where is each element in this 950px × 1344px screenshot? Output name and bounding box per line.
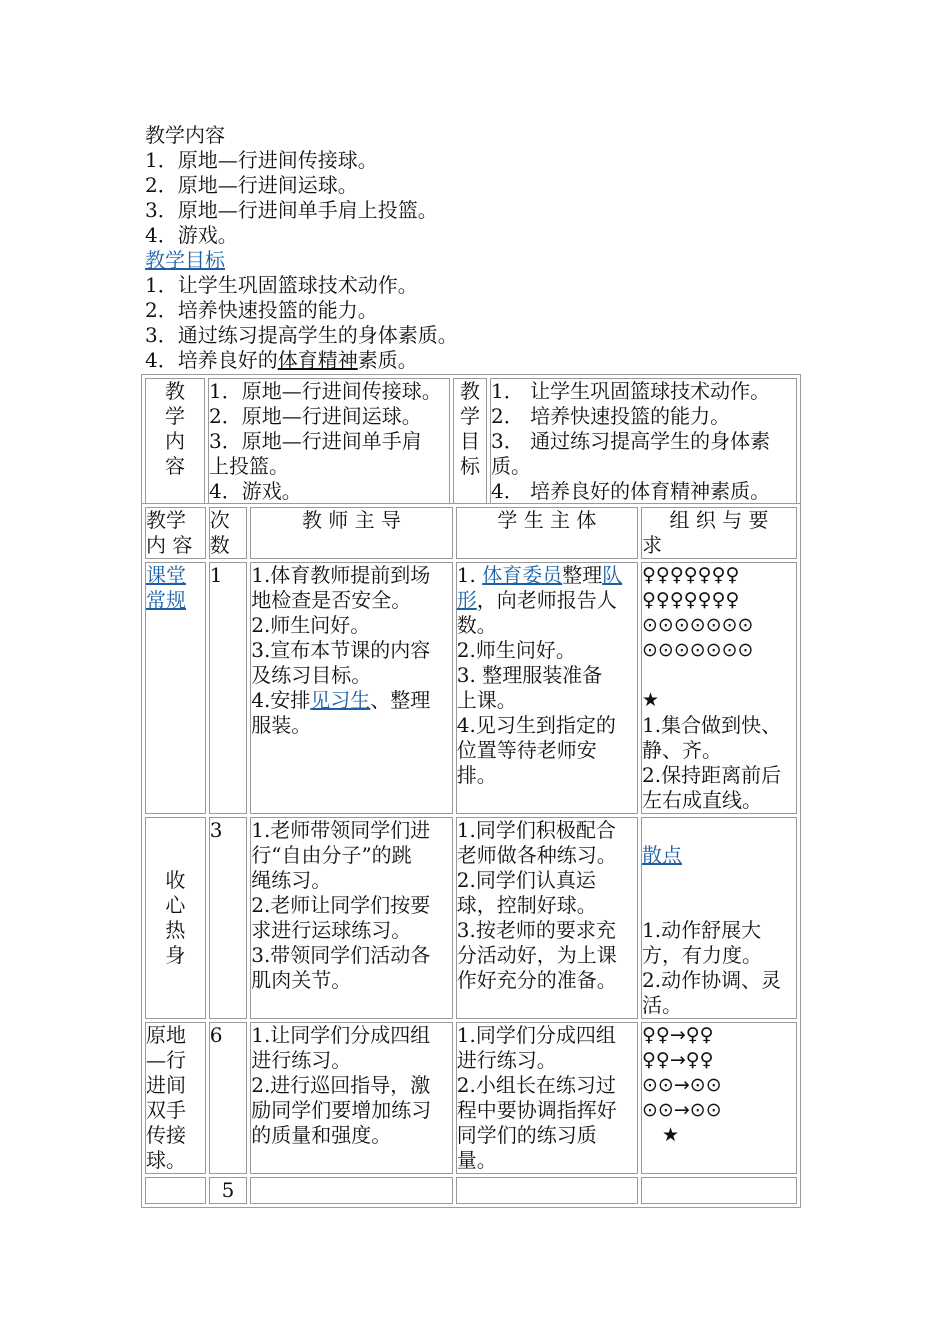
org-cell (641, 1022, 797, 1174)
times-cell: 1 (209, 562, 247, 814)
student-line: 同学们的练习质 (456, 1123, 597, 1147)
spacer (642, 663, 796, 688)
goal-label-cell (453, 378, 487, 505)
summary-table (141, 374, 801, 509)
label-char: 内 (165, 429, 185, 453)
student-line: 1.同学们积极配合 (456, 818, 616, 842)
content-line: 球。 (146, 1148, 186, 1172)
content-cell (145, 817, 206, 1019)
content-item: 1．原地—行进间传接球。 (145, 148, 378, 172)
header-text: 求 (642, 533, 663, 557)
content-line: 1．原地—行进间传接球。 (209, 379, 442, 403)
student-line: 位置等待老师安 (456, 738, 597, 762)
content-cell (145, 1022, 206, 1174)
routine-link[interactable]: 课堂 (146, 563, 186, 587)
content-list-cell (208, 378, 450, 505)
org-line: 1.动作舒展大 (642, 918, 762, 942)
table-row (145, 1022, 797, 1174)
label-char: 目 (460, 429, 480, 453)
sports-spirit-link[interactable]: 体育精神 (277, 348, 358, 372)
goal-item (145, 348, 458, 373)
content-char: 身 (165, 943, 186, 967)
goal-line: 质。 (491, 454, 531, 478)
header-text: 组 织 与 要 (669, 508, 769, 532)
org-line: 1.集合做到快、 (642, 713, 782, 737)
content-char: 心 (165, 893, 186, 917)
lesson-plan-table (141, 503, 801, 1208)
student-line: 上课。 (456, 688, 517, 712)
goal-item: 1．让学生巩固篮球技术动作。 (145, 273, 418, 297)
content-item: 4．游戏。 (145, 223, 238, 247)
goal-item-text: 素质。 (357, 348, 418, 372)
teacher-star-icon: ★ (642, 689, 660, 711)
student-cell (456, 562, 638, 814)
content-line: —行 (146, 1048, 186, 1072)
teacher-line: 2.老师让同学们按要 (251, 893, 431, 917)
formation-symbols: ⊙⊙⊙⊙⊙⊙⊙ (642, 614, 754, 636)
student-line: 2.小组长在练习过 (456, 1073, 616, 1097)
routine-link[interactable]: 常规 (146, 588, 186, 612)
teacher-line: 肌肉关节。 (251, 968, 352, 992)
header-student: 学 生 主 体 (456, 507, 638, 559)
formation-symbols: ⊙⊙→⊙⊙ (642, 1074, 722, 1096)
student-line (457, 563, 637, 588)
teacher-line: 进行练习。 (251, 1048, 352, 1072)
teacher-line: 地检查是否安全。 (251, 588, 412, 612)
goal-line: 1． 让学生巩固篮球技术动作。 (491, 379, 771, 403)
teacher-line: 1.体育教师提前到场 (251, 563, 431, 587)
teacher-line: 1.老师带领同学们进 (251, 818, 431, 842)
header-row (145, 507, 797, 559)
content-line: 双手 (146, 1098, 186, 1122)
spacer (642, 818, 796, 843)
student-line: 分活动好，为上课 (456, 943, 617, 967)
label-char: 教 (165, 379, 185, 403)
header-text: 次 (209, 508, 230, 532)
sports-committee-link[interactable]: 体育委员 (482, 563, 563, 587)
org-line: 静、齐。 (642, 738, 723, 762)
content-cell (145, 562, 206, 814)
goal-line: 3． 通过练习提高学生的身体素 (491, 429, 771, 453)
content-line: 传接 (146, 1123, 186, 1147)
student-line: 3.按老师的要求充 (456, 918, 616, 942)
teacher-line: 绳练习。 (251, 868, 332, 892)
header-content (145, 507, 206, 559)
teacher-cell (250, 562, 453, 814)
content-cell (145, 1177, 206, 1204)
observer-student-link[interactable]: 见习生 (310, 688, 371, 712)
formation-symbols: ♀♀→♀♀ (642, 1024, 714, 1046)
goal-line: 4． 培养良好的体育精神素质。 (491, 479, 771, 503)
formation-symbols: ♀♀♀♀♀♀♀ (642, 589, 740, 611)
content-line: 4．游戏。 (209, 479, 302, 503)
student-line: 老师做各种练习。 (456, 843, 617, 867)
teacher-cell (250, 817, 453, 1019)
intro-section (145, 123, 458, 373)
teacher-cell (250, 1022, 453, 1174)
teacher-line: 行“自由分子”的跳 (251, 843, 412, 867)
teacher-cell (250, 1177, 453, 1204)
content-line: 原地 (146, 1023, 186, 1047)
label-char: 标 (460, 454, 480, 478)
goal-item: 3．通过练习提高学生的身体素质。 (145, 323, 458, 347)
teacher-line: 及练习目标。 (251, 663, 372, 687)
student-line: 2.同学们认真运 (456, 868, 596, 892)
header-text: 内 容 (146, 533, 193, 557)
times-cell: 3 (209, 817, 247, 1019)
goal-line: 2． 培养快速投篮的能力。 (491, 404, 731, 428)
table-row (145, 562, 797, 814)
label-char: 容 (165, 454, 185, 478)
student-line: 4.见习生到指定的 (456, 713, 616, 737)
formation-symbols: ♀♀→♀♀ (642, 1049, 714, 1071)
org-line: 活。 (642, 993, 683, 1017)
student-line (457, 588, 637, 613)
content-line: 3．原地—行进间单手肩 (209, 429, 422, 453)
content-heading: 教学内容 (145, 123, 225, 147)
student-line: 3. 整理服装准备 (456, 663, 603, 687)
teacher-line: 3.带领同学们活动各 (251, 943, 431, 967)
content-line: 2．原地—行进间运球。 (209, 404, 422, 428)
student-line: 2.师生问好。 (456, 638, 576, 662)
teacher-text: 4.安排 (251, 688, 311, 712)
table-row (145, 1177, 797, 1204)
content-item: 3．原地—行进间单手肩上投篮。 (145, 198, 438, 222)
org-line: 2.保持距离前后 (642, 763, 782, 787)
header-org (641, 507, 797, 559)
label-char: 学 (165, 404, 185, 428)
teacher-line: 1.让同学们分成四组 (251, 1023, 431, 1047)
student-cell (456, 1022, 638, 1174)
goal-item-text: 4．培养良好的 (145, 348, 278, 372)
student-text: 1. (456, 563, 483, 587)
teacher-line: 3.宣布本节课的内容 (251, 638, 431, 662)
student-line: 排。 (456, 763, 497, 787)
header-times (209, 507, 247, 559)
label-char: 学 (460, 404, 480, 428)
student-line: 作好充分的准备。 (456, 968, 617, 992)
teacher-line: 2.进行巡回指导，激 (251, 1073, 431, 1097)
formation-link[interactable]: 队 (602, 563, 623, 587)
student-cell (456, 817, 638, 1019)
times-cell: 6 (209, 1022, 247, 1174)
org-line: 左右成直线。 (642, 788, 763, 812)
org-line: 方，有力度。 (642, 943, 763, 967)
student-cell (456, 1177, 638, 1204)
formation-symbols: ♀♀♀♀♀♀♀ (642, 564, 740, 586)
spacer (642, 868, 796, 918)
goal-item: 2．培养快速投篮的能力。 (145, 298, 378, 322)
student-line: 程中要协调指挥好 (456, 1098, 617, 1122)
teacher-line: 2.师生问好。 (251, 613, 371, 637)
scatter-link[interactable]: 散点 (642, 843, 683, 867)
header-text: 数 (209, 533, 230, 557)
teacher-line: 求进行运球练习。 (251, 918, 412, 942)
teacher-line: 励同学们要增加练习 (251, 1098, 432, 1122)
goals-heading-link[interactable]: 教学目标 (145, 248, 225, 272)
teacher-line (251, 688, 452, 713)
content-char: 热 (165, 918, 186, 942)
student-text: 整理 (562, 563, 603, 587)
teacher-star-icon: ★ (662, 1124, 680, 1146)
org-cell (641, 1177, 797, 1204)
table-row (145, 817, 797, 1019)
student-line: 1.同学们分成四组 (456, 1023, 616, 1047)
student-line: 球，控制好球。 (456, 893, 597, 917)
label-char: 教 (460, 379, 480, 403)
formation-symbols: ⊙⊙→⊙⊙ (642, 1099, 722, 1121)
times-cell: 5 (209, 1177, 247, 1204)
student-line: 数。 (456, 613, 497, 637)
student-line: 进行练习。 (456, 1048, 557, 1072)
teacher-text: 、整理 (370, 688, 431, 712)
content-label-cell (145, 378, 205, 505)
teacher-line: 的质量和强度。 (251, 1123, 392, 1147)
formation-symbols: ⊙⊙⊙⊙⊙⊙⊙ (642, 639, 754, 661)
header-teacher: 教 师 主 导 (250, 507, 453, 559)
student-line: 量。 (456, 1148, 497, 1172)
formation-link[interactable]: 形 (456, 588, 477, 612)
student-text: ，向老师报告人 (476, 588, 617, 612)
goal-list-cell (490, 378, 797, 505)
content-char: 收 (165, 868, 186, 892)
content-line: 进间 (146, 1073, 186, 1097)
org-cell (641, 817, 797, 1019)
header-text: 教学 (146, 508, 186, 532)
content-item: 2．原地—行进间运球。 (145, 173, 358, 197)
org-cell (641, 562, 797, 814)
org-line: 2.动作协调、灵 (642, 968, 782, 992)
teacher-line: 服装。 (251, 713, 312, 737)
content-line: 上投篮。 (209, 454, 289, 478)
